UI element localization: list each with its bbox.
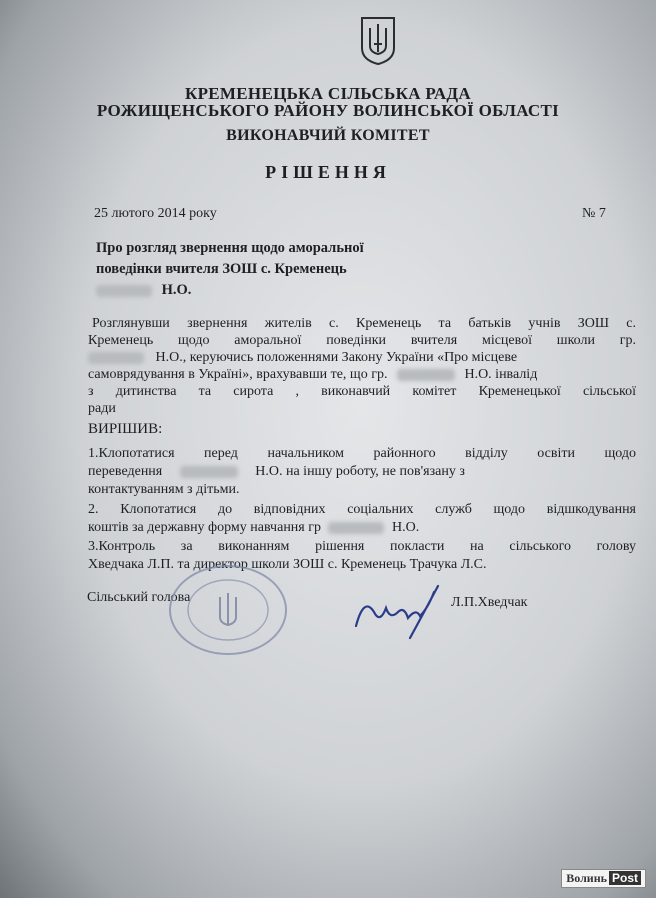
decided-heading: ВИРІШИВ:: [88, 421, 163, 437]
signatory-name: Л.П.Хведчак: [451, 595, 528, 610]
paragraph-text: Н.О., керуючись положеннями Закону України «Про місцеве: [155, 350, 518, 365]
paragraph-line: Кременець щодо аморальної поведінки вчителя місцевої школи гр.: [88, 333, 636, 348]
committee-title: ВИКОНАВЧИЙ КОМІТЕТ: [226, 127, 430, 144]
redacted-name: [397, 369, 455, 381]
council-district: РОЖИЩЕНСЬКОГО РАЙОНУ ВОЛИНСЬКОЇ ОБЛАСТІ: [96, 101, 560, 120]
redacted-name: [88, 352, 144, 364]
item-1-line: 1.Клопотатися перед начальником районного відділу освіти щодо: [88, 446, 636, 461]
item-2-line: [88, 520, 419, 536]
subject-initials: Н.О.: [161, 282, 192, 298]
official-stamp: [166, 563, 290, 657]
item-text: Н.О.: [391, 520, 420, 535]
item-1-line: [88, 464, 465, 480]
redacted-name: [180, 466, 238, 478]
item-text: переведення: [88, 464, 163, 479]
paragraph-text: самоврядування в Україні», врахувавши те, що гр.: [88, 367, 388, 382]
paragraph-line: з дитинства та сирота , виконавчий комітет Кременецької сільської: [88, 384, 636, 399]
item-1-line: контактуванням з дітьми.: [88, 482, 240, 497]
item-text: коштів за державну форму навчання гр: [88, 520, 321, 535]
redacted-name: [328, 522, 384, 534]
item-2-line: 2. Клопотатися до відповідних соціальних служб щодо відшкодування: [88, 502, 636, 517]
signature-label: Сільський голова: [87, 590, 191, 605]
document-number: № 7: [582, 206, 606, 221]
paragraph-line: Розглянувши звернення жителів с. Кременець та батьків учнів ЗОШ с.: [92, 316, 636, 331]
item-3-line: 3.Контроль за виконанням рішення покласти на сільського голову: [88, 539, 636, 554]
document-type: РІШЕННЯ: [265, 162, 391, 182]
subject-line-3: [96, 282, 191, 299]
watermark-text-post: Post: [609, 871, 641, 885]
paragraph-text: Н.О. інвалід: [464, 367, 538, 382]
item-3-line: Хведчака Л.П. та директор школи ЗОШ с. Кременець Трачука Л.С.: [88, 557, 487, 572]
watermark-text: Волинь: [566, 871, 607, 885]
subject-line-1: Про розгляд звернення щодо аморальної: [96, 240, 364, 256]
handwritten-signature: [350, 582, 450, 642]
paragraph-line: ради: [88, 401, 116, 416]
trident-coat-of-arms-icon: [358, 14, 398, 66]
watermark-logo: [561, 869, 646, 888]
subject-line-2: поведінки вчителя ЗОШ с. Кременець: [96, 261, 347, 277]
paragraph-line: [88, 350, 517, 366]
document-date: 25 лютого 2014 року: [94, 206, 217, 221]
item-text: Н.О. на іншу роботу, не пов'язану з: [255, 464, 465, 479]
council-name: КРЕМЕНЕЦЬКА СІЛЬСЬКА РАДА: [184, 84, 472, 103]
redacted-name: [96, 285, 152, 297]
paragraph-line: [88, 367, 537, 383]
